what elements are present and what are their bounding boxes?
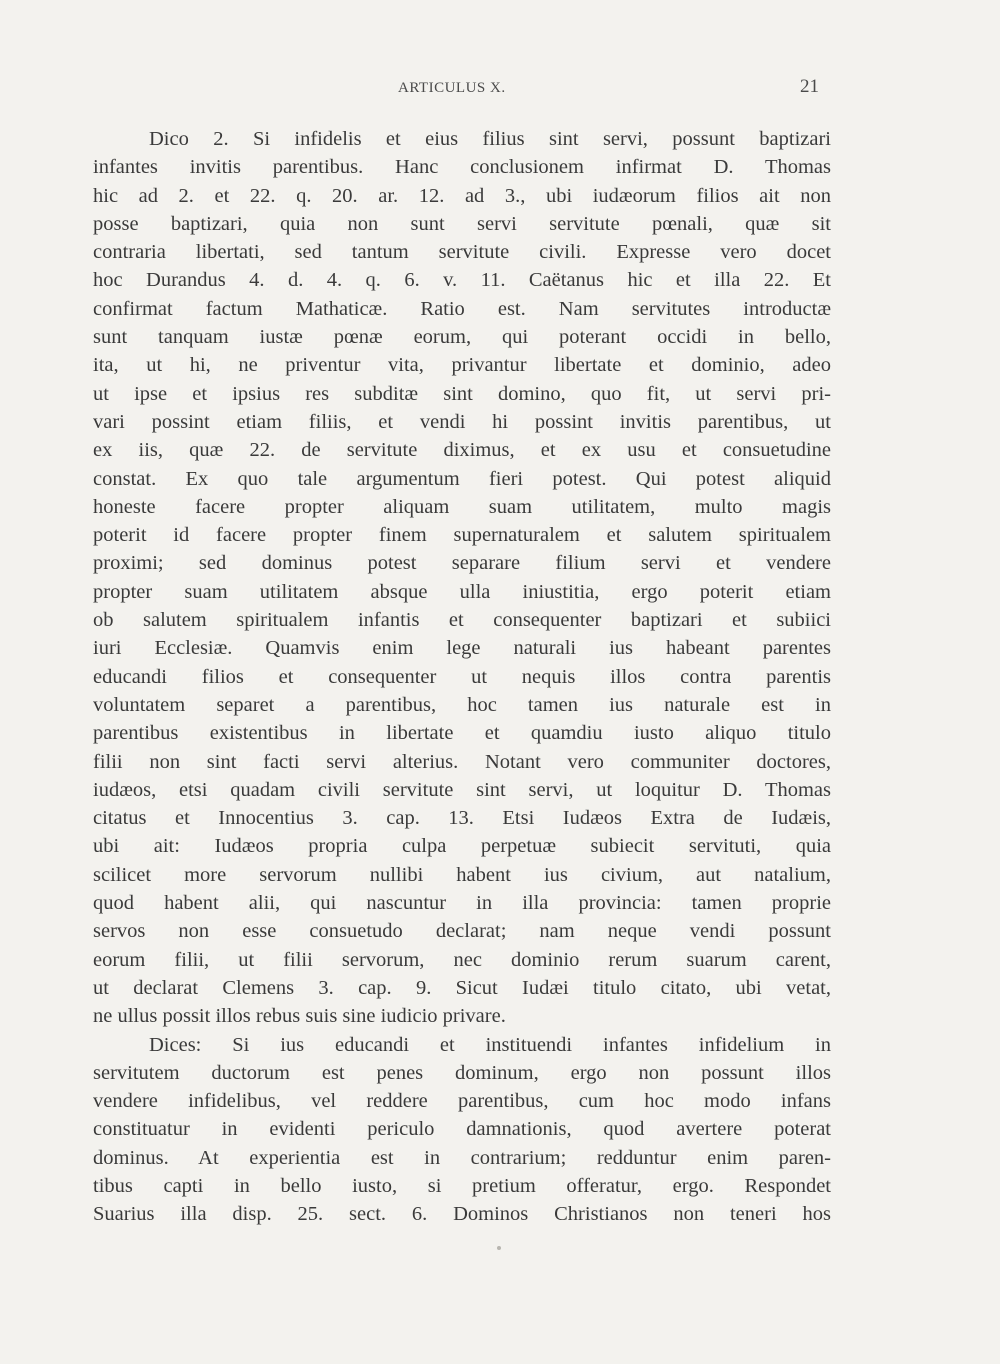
text-line: educandi filios et consequenter ut nequis illos contra parentis <box>93 665 831 688</box>
text-line: poterit id facere propter finem supernaturalem et salutem spiritualem <box>93 524 831 547</box>
text-line: ita, ut hi, ne priventur vita, privantur libertate et dominio, adeo <box>93 354 831 377</box>
text-line: ut ipse et ipsius res subditæ sint domino, quo fit, ut servi pri- <box>93 382 831 405</box>
text-line: servitutem ductorum est penes dominum, ergo non possunt illos <box>93 1061 831 1084</box>
text-line: servos non esse consuetudo declarat; nam neque vendi possunt <box>93 920 831 943</box>
text-line: propter suam utilitatem absque ulla iniustitia, ergo poterit etiam <box>93 580 831 603</box>
text-line: filii non sint facti servi alterius. Notant vero communiter doctores, <box>93 750 831 773</box>
text-line: infantes invitis parentibus. Hanc conclusionem infirmat D. Thomas <box>93 156 831 179</box>
text-line: ut declarat Clemens 3. cap. 9. Sicut Iudæi titulo citato, ubi vetat, <box>93 976 831 999</box>
text-line: hic ad 2. et 22. q. 20. ar. 12. ad 3., ubi iudæorum filios ait non <box>93 184 831 207</box>
print-speck <box>497 1246 501 1250</box>
text-line: vendere infidelibus, vel reddere parentibus, cum hoc modo infans <box>93 1090 831 1113</box>
running-title: ARTICULUS X. <box>398 80 506 96</box>
text-line: iuri Ecclesiæ. Quamvis enim lege naturali ius habeant parentes <box>93 637 831 660</box>
text-line: ex iis, quæ 22. de servitute diximus, et ex usu et consuetudine <box>93 439 831 462</box>
page-number: 21 <box>800 76 819 97</box>
text-line: ob salutem spiritualem infantis et consequenter baptizari et subiici <box>93 609 831 632</box>
text-line: citatus et Innocentius 3. cap. 13. Etsi Iudæos Extra de Iudæis, <box>93 807 831 830</box>
text-line: scilicet more servorum nullibi habent ius civium, aut natalium, <box>93 863 831 886</box>
text-line: Suarius illa disp. 25. sect. 6. Dominos Christianos non teneri hos <box>93 1203 831 1226</box>
text-line: constat. Ex quo tale argumentum fieri potest. Qui potest aliquid <box>93 467 831 490</box>
text-line: hoc Durandus 4. d. 4. q. 6. v. 11. Caëtanus hic et illa 22. Et <box>93 269 831 292</box>
text-line: Dico 2. Si infidelis et eius filius sint servi, possunt baptizari <box>149 128 831 150</box>
running-head <box>0 76 1000 100</box>
text-line: confirmat factum Mathaticæ. Ratio est. Nam servitutes introductæ <box>93 297 831 320</box>
text-line: posse baptizari, quia non sunt servi servitute pœnali, quæ sit <box>93 212 831 235</box>
text-line: dominus. At experientia est in contrarium; redduntur enim paren- <box>93 1146 831 1169</box>
text-line: vari possint etiam filiis, et vendi hi possint invitis parentibus, ut <box>93 410 831 433</box>
text-line: honeste facere propter aliquam suam utilitatem, multo magis <box>93 495 831 518</box>
text-line: contraria libertati, sed tantum servitute civili. Expresse vero docet <box>93 241 831 264</box>
text-body <box>93 125 831 1229</box>
text-line: iudæos, etsi quadam civili servitute sint servi, ut loquitur D. Thomas <box>93 778 831 801</box>
text-line: Dices: Si ius educandi et instituendi infantes infidelium in <box>149 1033 831 1056</box>
text-line: quod habent alii, qui nascuntur in illa provincia: tamen proprie <box>93 892 831 915</box>
text-line: voluntatem separet a parentibus, hoc tamen ius naturale est in <box>93 693 831 716</box>
text-line: proximi; sed dominus potest separare filium servi et vendere <box>93 552 831 575</box>
text-line: tibus capti in bello iusto, si pretium offeratur, ergo. Respondet <box>93 1174 831 1197</box>
text-line: sunt tanquam iustæ pœnæ eorum, qui poterant occidi in bello, <box>93 326 831 349</box>
text-line: constituatur in evidenti periculo damnationis, quod avertere poterat <box>93 1118 831 1141</box>
text-line: ne ullus possit illos rebus suis sine iudicio privare. <box>93 1005 506 1028</box>
text-line: parentibus existentibus in libertate et quamdiu iusto aliquo titulo <box>93 722 831 745</box>
text-line: eorum filii, ut filii servorum, nec dominio rerum suarum carent, <box>93 948 831 971</box>
text-line: ubi ait: Iudæos propria culpa perpetuæ subiecit servituti, quia <box>93 835 831 858</box>
